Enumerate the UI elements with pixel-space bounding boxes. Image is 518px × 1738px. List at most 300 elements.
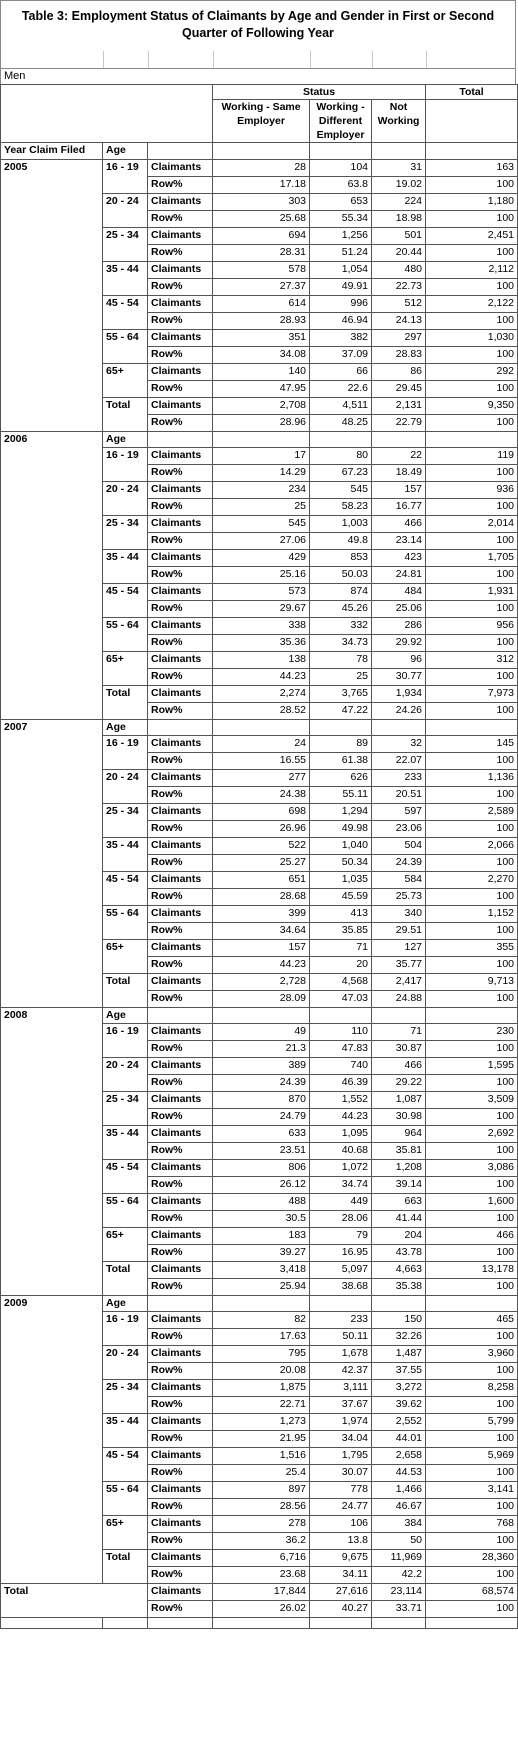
- value-cell: 3,418: [213, 1262, 310, 1279]
- age-group-cell: 55 - 64: [103, 330, 148, 364]
- value-cell: 312: [426, 652, 518, 669]
- row-label-rowpct: Row%: [148, 415, 213, 432]
- value-cell: 584: [372, 872, 426, 889]
- blank-cell: [372, 1296, 426, 1312]
- value-cell: 1,054: [310, 262, 372, 279]
- blank-cell: [213, 1618, 310, 1629]
- value-cell: 47.22: [310, 703, 372, 720]
- row-label-claimants: Claimants: [148, 194, 213, 211]
- value-cell: 466: [372, 516, 426, 533]
- value-cell: 28,360: [426, 1550, 518, 1567]
- age-group-cell: Total: [103, 1262, 148, 1296]
- value-cell: 936: [426, 482, 518, 499]
- value-cell: 100: [426, 1245, 518, 1262]
- value-cell: 157: [213, 940, 310, 957]
- value-cell: 127: [372, 940, 426, 957]
- blank-cell: [310, 1008, 372, 1024]
- value-cell: 28.09: [213, 991, 310, 1008]
- row-label-rowpct: Row%: [148, 1177, 213, 1194]
- value-cell: 25: [310, 669, 372, 686]
- value-cell: 1,600: [426, 1194, 518, 1211]
- value-cell: 4,663: [372, 1262, 426, 1279]
- value-cell: 24.13: [372, 313, 426, 330]
- value-cell: 25.27: [213, 855, 310, 872]
- age-label: Age: [103, 1008, 148, 1024]
- row-label-rowpct: Row%: [148, 889, 213, 906]
- header-blank: [1, 85, 213, 143]
- row-label-rowpct: Row%: [148, 991, 213, 1008]
- age-group-cell: 16 - 19: [103, 448, 148, 482]
- value-cell: 17.63: [213, 1329, 310, 1346]
- value-cell: 25.16: [213, 567, 310, 584]
- row-label-rowpct: Row%: [148, 1431, 213, 1448]
- value-cell: 100: [426, 415, 518, 432]
- value-cell: 9,713: [426, 974, 518, 991]
- value-cell: 100: [426, 211, 518, 228]
- row-label-rowpct: Row%: [148, 347, 213, 364]
- blank-cell: [213, 720, 310, 736]
- value-cell: 100: [426, 635, 518, 652]
- value-cell: 96: [372, 652, 426, 669]
- value-cell: 100: [426, 533, 518, 550]
- value-cell: 23.68: [213, 1567, 310, 1584]
- value-cell: 35.85: [310, 923, 372, 940]
- row-label-claimants: Claimants: [148, 770, 213, 787]
- value-cell: 1,072: [310, 1160, 372, 1177]
- age-group-cell: 65+: [103, 652, 148, 686]
- value-cell: 449: [310, 1194, 372, 1211]
- value-cell: 100: [426, 567, 518, 584]
- value-cell: 86: [372, 364, 426, 381]
- header-total-blank: [426, 100, 518, 143]
- value-cell: 1,516: [213, 1448, 310, 1465]
- value-cell: 870: [213, 1092, 310, 1109]
- value-cell: 24.38: [213, 787, 310, 804]
- value-cell: 44.01: [372, 1431, 426, 1448]
- header-blank-cell: [310, 143, 372, 160]
- value-cell: 19.02: [372, 177, 426, 194]
- header-blank-cell: [213, 143, 310, 160]
- value-cell: 140: [213, 364, 310, 381]
- value-cell: 106: [310, 1516, 372, 1533]
- value-cell: 22.71: [213, 1397, 310, 1414]
- row-label-rowpct: Row%: [148, 533, 213, 550]
- row-label-rowpct: Row%: [148, 279, 213, 296]
- header-working-different: Working - Different Employer: [310, 100, 372, 143]
- value-cell: 278: [213, 1516, 310, 1533]
- row-label-rowpct: Row%: [148, 1363, 213, 1380]
- value-cell: 578: [213, 262, 310, 279]
- row-label-rowpct: Row%: [148, 313, 213, 330]
- value-cell: 11,969: [372, 1550, 426, 1567]
- value-cell: 35.38: [372, 1279, 426, 1296]
- row-label-claimants: Claimants: [148, 1380, 213, 1397]
- blank-cell: [213, 1296, 310, 1312]
- value-cell: 100: [426, 1363, 518, 1380]
- value-cell: 100: [426, 1601, 518, 1618]
- age-group-cell: 45 - 54: [103, 1448, 148, 1482]
- value-cell: 795: [213, 1346, 310, 1363]
- value-cell: 100: [426, 753, 518, 770]
- age-group-cell: 45 - 54: [103, 296, 148, 330]
- row-label-claimants: Claimants: [148, 1262, 213, 1279]
- value-cell: 28.52: [213, 703, 310, 720]
- value-cell: 230: [426, 1024, 518, 1041]
- age-group-cell: 20 - 24: [103, 482, 148, 516]
- value-cell: 22.79: [372, 415, 426, 432]
- value-cell: 37.09: [310, 347, 372, 364]
- row-label-claimants: Claimants: [148, 550, 213, 567]
- value-cell: 100: [426, 669, 518, 686]
- value-cell: 39.14: [372, 1177, 426, 1194]
- age-group-cell: 25 - 34: [103, 1380, 148, 1414]
- value-cell: 1,875: [213, 1380, 310, 1397]
- value-cell: 48.25: [310, 415, 372, 432]
- value-cell: 27.37: [213, 279, 310, 296]
- row-label-claimants: Claimants: [148, 940, 213, 957]
- value-cell: 47.83: [310, 1041, 372, 1058]
- value-cell: 338: [213, 618, 310, 635]
- value-cell: 31: [372, 160, 426, 177]
- age-group-cell: 35 - 44: [103, 838, 148, 872]
- value-cell: 51.24: [310, 245, 372, 262]
- row-label-claimants: Claimants: [148, 330, 213, 347]
- value-cell: 37.67: [310, 1397, 372, 1414]
- value-cell: 2,270: [426, 872, 518, 889]
- value-cell: 47.95: [213, 381, 310, 398]
- age-group-cell: 25 - 34: [103, 516, 148, 550]
- value-cell: 488: [213, 1194, 310, 1211]
- value-cell: 1,136: [426, 770, 518, 787]
- row-label-claimants: Claimants: [148, 1058, 213, 1075]
- row-label-claimants: Claimants: [148, 618, 213, 635]
- row-label-claimants: Claimants: [148, 652, 213, 669]
- value-cell: 46.94: [310, 313, 372, 330]
- value-cell: 1,256: [310, 228, 372, 245]
- value-cell: 89: [310, 736, 372, 753]
- value-cell: 29.51: [372, 923, 426, 940]
- value-cell: 55.34: [310, 211, 372, 228]
- value-cell: 25.4: [213, 1465, 310, 1482]
- value-cell: 145: [426, 736, 518, 753]
- blank-cell: [1, 1618, 103, 1629]
- value-cell: 24.26: [372, 703, 426, 720]
- value-cell: 20: [310, 957, 372, 974]
- value-cell: 28.06: [310, 1211, 372, 1228]
- value-cell: 46.39: [310, 1075, 372, 1092]
- row-label-rowpct: Row%: [148, 669, 213, 686]
- value-cell: 100: [426, 889, 518, 906]
- year-cell: 2005: [1, 160, 103, 432]
- value-cell: 28.56: [213, 1499, 310, 1516]
- value-cell: 1,931: [426, 584, 518, 601]
- row-label-rowpct: Row%: [148, 601, 213, 618]
- value-cell: 80: [310, 448, 372, 465]
- value-cell: 138: [213, 652, 310, 669]
- row-label-rowpct: Row%: [148, 1075, 213, 1092]
- value-cell: 698: [213, 804, 310, 821]
- value-cell: 545: [310, 482, 372, 499]
- value-cell: 484: [372, 584, 426, 601]
- value-cell: 17.18: [213, 177, 310, 194]
- value-cell: 874: [310, 584, 372, 601]
- value-cell: 768: [426, 1516, 518, 1533]
- value-cell: 22.6: [310, 381, 372, 398]
- value-cell: 5,097: [310, 1262, 372, 1279]
- row-label-rowpct: Row%: [148, 787, 213, 804]
- value-cell: 2,131: [372, 398, 426, 415]
- value-cell: 21.3: [213, 1041, 310, 1058]
- value-cell: 49: [213, 1024, 310, 1041]
- value-cell: 429: [213, 550, 310, 567]
- row-label-claimants: Claimants: [148, 262, 213, 279]
- row-label-claimants: Claimants: [148, 228, 213, 245]
- value-cell: 3,111: [310, 1380, 372, 1397]
- row-label-rowpct: Row%: [148, 211, 213, 228]
- value-cell: 292: [426, 364, 518, 381]
- row-label-claimants: Claimants: [148, 1024, 213, 1041]
- value-cell: 100: [426, 245, 518, 262]
- value-cell: 28: [213, 160, 310, 177]
- age-group-cell: 35 - 44: [103, 1126, 148, 1160]
- row-label-rowpct: Row%: [148, 1601, 213, 1618]
- value-cell: 2,552: [372, 1414, 426, 1431]
- value-cell: 6,716: [213, 1550, 310, 1567]
- header-status: Status: [213, 85, 426, 100]
- value-cell: 50.11: [310, 1329, 372, 1346]
- row-label-claimants: Claimants: [148, 1550, 213, 1567]
- value-cell: 183: [213, 1228, 310, 1245]
- value-cell: 40.68: [310, 1143, 372, 1160]
- value-cell: 23.14: [372, 533, 426, 550]
- row-label-rowpct: Row%: [148, 381, 213, 398]
- value-cell: 50: [372, 1533, 426, 1550]
- value-cell: 22.73: [372, 279, 426, 296]
- value-cell: 100: [426, 1533, 518, 1550]
- row-label-rowpct: Row%: [148, 1329, 213, 1346]
- blank-cell: [426, 1296, 518, 1312]
- blank-cell: [213, 432, 310, 448]
- age-group-cell: 45 - 54: [103, 1160, 148, 1194]
- value-cell: 100: [426, 313, 518, 330]
- value-cell: 100: [426, 1211, 518, 1228]
- value-cell: 44.23: [310, 1109, 372, 1126]
- value-cell: 100: [426, 703, 518, 720]
- row-label-rowpct: Row%: [148, 1397, 213, 1414]
- value-cell: 7,973: [426, 686, 518, 703]
- value-cell: 277: [213, 770, 310, 787]
- row-label-rowpct: Row%: [148, 635, 213, 652]
- value-cell: 2,066: [426, 838, 518, 855]
- value-cell: 22: [372, 448, 426, 465]
- value-cell: 50.34: [310, 855, 372, 872]
- value-cell: 653: [310, 194, 372, 211]
- value-cell: 2,728: [213, 974, 310, 991]
- row-label-claimants: Claimants: [148, 1482, 213, 1499]
- blank-cell: [310, 1296, 372, 1312]
- header-not-working: Not Working: [372, 100, 426, 143]
- year-header-row: [1, 1296, 518, 1312]
- value-cell: 1,595: [426, 1058, 518, 1075]
- value-cell: 399: [213, 906, 310, 923]
- value-cell: 501: [372, 228, 426, 245]
- value-cell: 3,141: [426, 1482, 518, 1499]
- year-cell: 2008: [1, 1008, 103, 1296]
- row-label-claimants: Claimants: [148, 1194, 213, 1211]
- value-cell: 351: [213, 330, 310, 347]
- value-cell: 24.39: [213, 1075, 310, 1092]
- value-cell: 79: [310, 1228, 372, 1245]
- value-cell: 100: [426, 991, 518, 1008]
- row-label-rowpct: Row%: [148, 1533, 213, 1550]
- value-cell: 100: [426, 1109, 518, 1126]
- value-cell: 34.73: [310, 635, 372, 652]
- row-label-claimants: Claimants: [148, 1584, 213, 1601]
- value-cell: 1,030: [426, 330, 518, 347]
- row-label-rowpct: Row%: [148, 855, 213, 872]
- age-group-cell: 20 - 24: [103, 770, 148, 804]
- row-label-claimants: Claimants: [148, 364, 213, 381]
- value-cell: 30.87: [372, 1041, 426, 1058]
- age-group-cell: Total: [103, 398, 148, 432]
- age-group-cell: 65+: [103, 940, 148, 974]
- value-cell: 29.22: [372, 1075, 426, 1092]
- spacer-row: [0, 51, 516, 68]
- value-cell: 1,974: [310, 1414, 372, 1431]
- row-label-rowpct: Row%: [148, 1279, 213, 1296]
- value-cell: 3,086: [426, 1160, 518, 1177]
- value-cell: 100: [426, 1177, 518, 1194]
- value-cell: 614: [213, 296, 310, 313]
- value-cell: 465: [426, 1312, 518, 1329]
- value-cell: 24.77: [310, 1499, 372, 1516]
- value-cell: 30.5: [213, 1211, 310, 1228]
- value-cell: 23.06: [372, 821, 426, 838]
- value-cell: 382: [310, 330, 372, 347]
- age-group-cell: 55 - 64: [103, 1482, 148, 1516]
- value-cell: 233: [310, 1312, 372, 1329]
- header-total: Total: [426, 85, 518, 100]
- value-cell: 2,692: [426, 1126, 518, 1143]
- row-label-rowpct: Row%: [148, 465, 213, 482]
- value-cell: 5,799: [426, 1414, 518, 1431]
- table-title: [0, 0, 516, 51]
- value-cell: 340: [372, 906, 426, 923]
- value-cell: 27.06: [213, 533, 310, 550]
- value-cell: 897: [213, 1482, 310, 1499]
- blank-cell: [426, 432, 518, 448]
- row-label-claimants: Claimants: [148, 482, 213, 499]
- value-cell: 100: [426, 1465, 518, 1482]
- table-body: [1, 85, 518, 1629]
- value-cell: 1,003: [310, 516, 372, 533]
- value-cell: 1,152: [426, 906, 518, 923]
- blank-cell: [372, 720, 426, 736]
- value-cell: 3,272: [372, 1380, 426, 1397]
- blank-cell: [148, 1008, 213, 1024]
- value-cell: 100: [426, 1041, 518, 1058]
- row-label-rowpct: Row%: [148, 177, 213, 194]
- value-cell: 1,487: [372, 1346, 426, 1363]
- value-cell: 100: [426, 1279, 518, 1296]
- header-blank-cell: [372, 143, 426, 160]
- value-cell: 26.12: [213, 1177, 310, 1194]
- value-cell: 297: [372, 330, 426, 347]
- value-cell: 694: [213, 228, 310, 245]
- value-cell: 100: [426, 347, 518, 364]
- age-label: Age: [103, 720, 148, 736]
- value-cell: 28.83: [372, 347, 426, 364]
- value-cell: 68,574: [426, 1584, 518, 1601]
- value-cell: 47.03: [310, 991, 372, 1008]
- value-cell: 17: [213, 448, 310, 465]
- row-label-claimants: Claimants: [148, 838, 213, 855]
- year-cell: 2006: [1, 432, 103, 720]
- grand-total-label: Total: [1, 1584, 148, 1618]
- value-cell: 42.2: [372, 1567, 426, 1584]
- year-header-row: [1, 432, 518, 448]
- row-label-rowpct: Row%: [148, 1465, 213, 1482]
- row-label-claimants: Claimants: [148, 906, 213, 923]
- value-cell: 651: [213, 872, 310, 889]
- value-cell: 30.07: [310, 1465, 372, 1482]
- value-cell: 39.62: [372, 1397, 426, 1414]
- row-label-claimants: Claimants: [148, 516, 213, 533]
- value-cell: 480: [372, 262, 426, 279]
- value-cell: 34.08: [213, 347, 310, 364]
- value-cell: 1,705: [426, 550, 518, 567]
- value-cell: 740: [310, 1058, 372, 1075]
- value-cell: 633: [213, 1126, 310, 1143]
- age-group-cell: 20 - 24: [103, 1058, 148, 1092]
- value-cell: 204: [372, 1228, 426, 1245]
- value-cell: 233: [372, 770, 426, 787]
- row-label-claimants: Claimants: [148, 1092, 213, 1109]
- header-working-same: Working - Same Employer: [213, 100, 310, 143]
- value-cell: 20.51: [372, 787, 426, 804]
- value-cell: 234: [213, 482, 310, 499]
- value-cell: 100: [426, 381, 518, 398]
- header-year-claim-filed: Year Claim Filed: [1, 143, 103, 160]
- header-age: Age: [103, 143, 148, 160]
- value-cell: 49.8: [310, 533, 372, 550]
- value-cell: 16.95: [310, 1245, 372, 1262]
- value-cell: 597: [372, 804, 426, 821]
- table-row-claimants: [1, 160, 518, 177]
- value-cell: 413: [310, 906, 372, 923]
- value-cell: 1,208: [372, 1160, 426, 1177]
- value-cell: 26.96: [213, 821, 310, 838]
- value-cell: 2,112: [426, 262, 518, 279]
- age-group-cell: 35 - 44: [103, 550, 148, 584]
- value-cell: 119: [426, 448, 518, 465]
- value-cell: 23.51: [213, 1143, 310, 1160]
- value-cell: 100: [426, 1143, 518, 1160]
- blank-cell: [148, 1296, 213, 1312]
- value-cell: 2,417: [372, 974, 426, 991]
- value-cell: 22.07: [372, 753, 426, 770]
- value-cell: 384: [372, 1516, 426, 1533]
- value-cell: 40.27: [310, 1601, 372, 1618]
- value-cell: 2,274: [213, 686, 310, 703]
- value-cell: 17,844: [213, 1584, 310, 1601]
- value-cell: 37.55: [372, 1363, 426, 1380]
- row-label-claimants: Claimants: [148, 296, 213, 313]
- row-label-rowpct: Row%: [148, 1245, 213, 1262]
- value-cell: 466: [426, 1228, 518, 1245]
- age-group-cell: Total: [103, 686, 148, 720]
- value-cell: 42.37: [310, 1363, 372, 1380]
